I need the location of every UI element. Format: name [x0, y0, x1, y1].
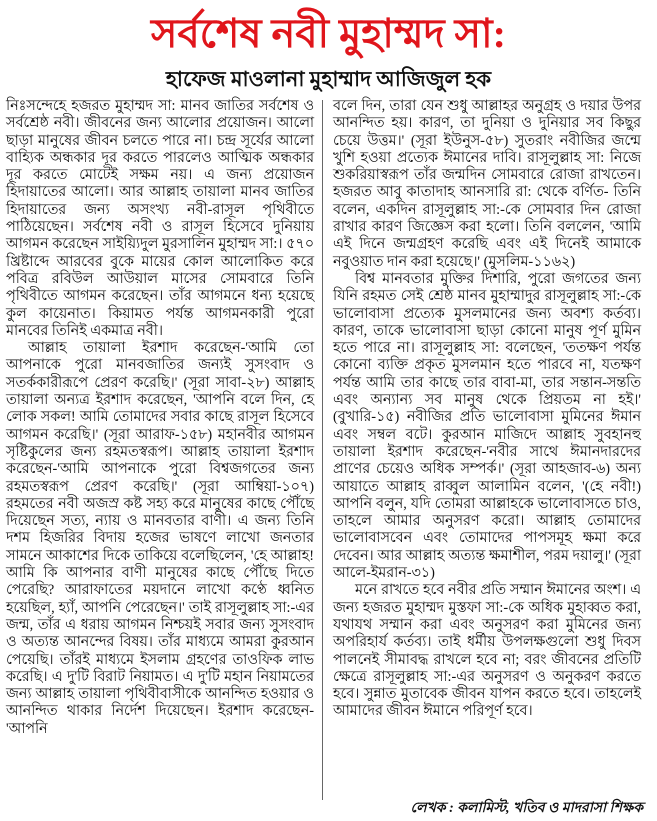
- paragraph: বলে দিন, তারা যেন শুধু আল্লাহর অনুগ্রহ ও দয়ার উপর আনন্দিত হয়। কারণ, তা দুনিয়া ও দুনিয়ার সব কিছুর চেয়ে উত্তম।' (সূরা ইউনুস-৫৮) সুতরাং নবীজির জন্মে খুশি হওয়া প্রত্যেক ঈমানের দাবি। রাসূলুল্লাহ সা: নিজে শুকরিয়াস্বরূপ তাঁর জন্মদিন সোমবারে রোজা রাখতেন। হজরত আবু কাতাদাহ আনসারি রা: থেকে বর্ণিত- তিনি বলেন, একদিন রাসূলুল্লাহ সা:-কে সোমবার দিন রোজা রাখার কারণ জিজ্ঞেস করা হলো। তিনি বললেন, 'আমি এই দিনে জন্মগ্রহণ করেছি এবং এই দিনেই আমাকে নবুওয়াত দান করা হয়েছে।' (মুসলিম-১১৬২): [333, 98, 641, 270]
- paragraph: বিশ্ব মানবতার মুক্তির দিশারি, পুরো জগতের জন্য যিনি রহমত সেই শ্রেষ্ঠ মানব মুহাম্মাদুর রাসূলুল্লাহ সা:-কে ভালোবাসা প্রত্যেক মুসলমানের জন্য অবশ্য কর্তব্য। কারণ, তাকে ভালোবাসা ছাড়া কোনো মানুষ পূর্ণ মুমিন হতে পারে না। রাসূলুল্লাহ সা: বলেছেন, 'ততক্ষণ পর্যন্ত কোনো ব্যক্তি প্রকৃত মুসলমান হতে পারবে না, যতক্ষণ পর্যন্ত আমি তার কাছে তার বাবা-মা, তার সন্তান-সন্ততি এবং অন্যান্য সব মানুষ থেকে প্রিয়তম না হই।' (বুখারি-১৫) নবীজির প্রতি ভালোবাসা মুমিনের ঈমান এবং সম্বল বটে। কুরআন মাজিদে আল্লাহ সুবহানহু তায়ালা ইরশাদ করেছেন-'নবীর সাথে ঈমানদারদের প্রাণের চেয়েও অধিক সম্পর্ক।' (সূরা আহজাব-৬) অন্য আয়াতে আল্লাহ রাব্বুল আলামিন বলেন, '(হে নবী!) আপনি বলুন, যদি তোমরা আল্লাহকে ভালোবাসতে চাও, তাহলে আমার অনুসরণ করো। আল্লাহ তোমাদের ভালোবাসবেন এবং তোমাদের পাপসমূহ ক্ষমা করে দেবেন। আর আল্লাহ অত্যন্ত ক্ষমাশীল, পরম দয়ালু।' (সূরা আলে-ইমরান-৩১): [333, 270, 641, 582]
- paragraph: নিঃসন্দেহে হজরত মুহাম্মদ সা: মানব জাতির সর্বশেষ ও সর্বশ্রেষ্ঠ নবী। জীবনের জন্য আলোর প্রয়োজন। আলো ছাড়া মানুষের জীবন চলতে পারে না। চন্দ্র সূর্যের আলো বাহ্যিক অন্ধকার দূর করতে পারলেও আত্মিক অন্ধকার দূর করতে মোটেই সক্ষম নয়। এ জন্য প্রয়োজন হিদায়াতের আলো। আর আল্লাহ তায়ালা মানব জাতির হিদায়াতের জন্য অসংখ্য নবী-রাসূল পৃথিবীতে পাঠিয়েছেন। সর্বশেষ নবী ও রাসূল হিসেবে দুনিয়ায় আগমন করেছেন সাইয়্যিদুল মুরসালিন মুহাম্মদ সা:। ৫৭০ খ্রিষ্টাব্দে আরবের বুকে মায়ের কোল আলোকিত করে পবিত্র রবিউল আউয়াল মাসের সোমবারে তিনি পৃথিবীতে আগমন করেছেন। তাঁর আগমনে ধন্য হয়েছে কুল কায়েনাত। কিয়ামত পর্যন্ত আগমনকারী পুরো মানবের তিনিই একমাত্র নবী।: [6, 98, 314, 339]
- article-title: সর্বশেষ নবী মুহাম্মদ সা:: [151, 11, 506, 56]
- right-column: [333, 98, 641, 721]
- column-divider: [322, 100, 323, 800]
- paragraph: মনে রাখতে হবে নবীর প্রতি সম্মান ঈমানের অংশ। এ জন্য হজরত মুহাম্মদ মুস্তফা সা:-কে অধিক মুহাব্বত করা, যথাযথ সম্মান করা এবং অনুসরণ করা মুমিনের জন্য অপরিহার্য কর্তব্য। তাই ধর্মীয় উপলক্ষগুলো শুধু দিবস পালনেই সীমাবদ্ধ রাখলে হবে না; বরং জীবনের প্রতিটি ক্ষেত্রে রাসূলুল্লাহ সা:-এর অনুসরণ ও অনুকরণ করতে হবে। সুন্নাত মুতাবেক জীবন যাপন করতে হবে। তাহলেই আমাদের জীবন ঈমানে পরিপূর্ণ হবে।: [333, 582, 641, 720]
- article-author: হাফেজ মাওলানা মুহাম্মাদ আজিজুল হক: [165, 67, 492, 91]
- left-column: [6, 98, 314, 738]
- paragraph: আল্লাহ তায়ালা ইরশাদ করেছেন-'আমি তো আপনাকে পুরো মানবজাতির জন্যই সুসংবাদ ও সতর্ককারীরূপে প্রেরণ করেছি।' (সূরা সাবা-২৮) আল্লাহ তায়ালা অন্যত্র ইরশাদ করেছেন, 'আপনি বলে দিন, হে লোক সকল! আমি তোমাদের সবার কাছে রাসূল হিসেবে আগমন করেছি।' (সূরা আরাফ-১৫৮) মহানবীর আগমন সৃষ্টিকুলের জন্য রহমতস্বরূপ। আল্লাহ তায়ালা ইরশাদ করেছেন-'আমি আপনাকে পুরো বিশ্বজগতের জন্য রহমতস্বরূপ প্রেরণ করেছি।' (সূরা আম্বিয়া-১০৭) রহমতের নবী অজস্র কষ্ট সহ্য করে মানুষের কাছে পৌঁছে দিয়েছেন সত্য, ন্যায় ও মানবতার বাণী। এ জন্য তিনি দশম হিজরির বিদায় হজের ভাষণে লাখো জনতার সামনে আকাশের দিকে তাকিয়ে বলেছিলেন, 'হে আল্লাহ! আমি কি আপনার বাণী মানুষের কাছে পৌঁছে দিতে পেরেছি? আরাফাতের ময়দানে লাখো কণ্ঠে ধ্বনিত হয়েছিল, হ্যাঁ, আপনি পেরেছেন।' তাই রাসূলুল্লাহ সা:-এর জন্ম, তাঁর এ ধরায় আগমন নিশ্চয়ই সবার জন্য সুসংবাদ ও অত্যন্ত আনন্দের বিষয়। তাঁর মাধ্যমে আমরা কুরআন পেয়েছি। তাঁরই মাধ্যমে ইসলাম গ্রহণের তাওফিক লাভ করেছি। এ দু'টি বিরাট নিয়ামত। এ দু'টি মহান নিয়ামতের জন্য আল্লাহ তায়ালা পৃথিবীবাসীকে আনন্দিত হওয়ার ও আনন্দিত থাকার নির্দেশ দিয়েছেন। ইরশাদ করেছেন-'আপনি: [6, 340, 314, 737]
- author-note: লেখক : কলামিস্ট, খতিব ও মাদরাসা শিক্ষক: [410, 801, 643, 816]
